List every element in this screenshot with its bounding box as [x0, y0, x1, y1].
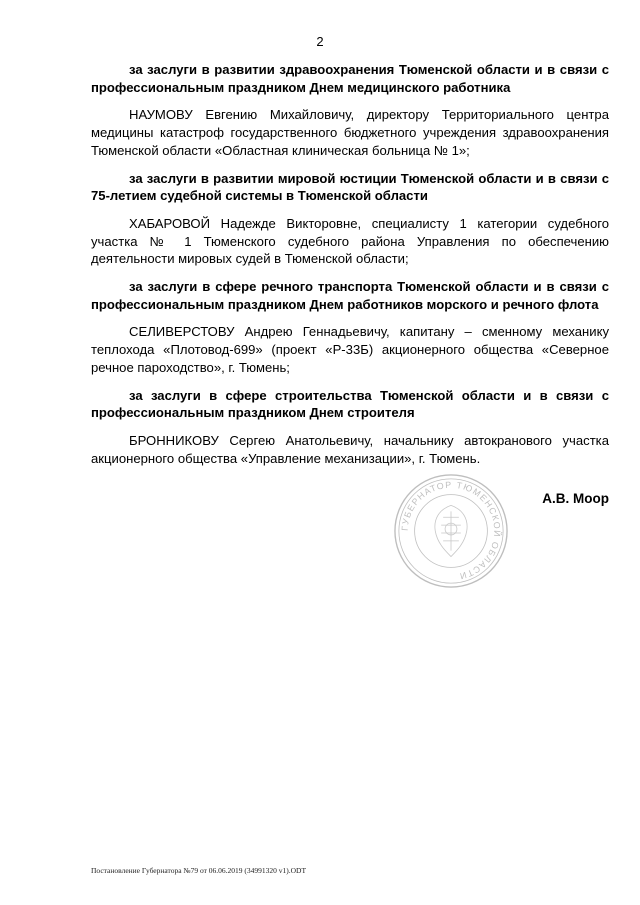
paragraph-spacer: [91, 160, 609, 170]
award-reason-justice: за заслуги в развитии мировой юстиции Тюменской области и в связи с 75-летием судебной системы в Тюменской области: [91, 170, 609, 204]
awardee-bronnikov: БРОННИКОВУ Сергею Анатольевичу, начальнику автокранового участка акционерного общества «Управление механизации», г. Тюмень.: [91, 432, 609, 466]
paragraph-spacer: [91, 377, 609, 387]
paragraph-spacer: [91, 96, 609, 106]
official-seal-icon: [392, 472, 510, 590]
awardee-seliverstov: СЕЛИВЕРСТОВУ Андрею Геннадьевичу, капитану – сменному механику теплохода «Плотовод-699» (проект «Р-33Б) акционерного общества «Северное речное пароходство», г. Тюмень;: [91, 324, 609, 375]
signatory-name: А.В. Моор: [542, 491, 609, 506]
document-footer: Постановление Губернатора №79 от 06.06.2019 (34991320 v1).ODT: [91, 866, 307, 875]
award-reason-river-transport: за заслуги в сфере речного транспорта Тюменской области и в связи с профессиональным праздником Днем работников морского и речного флота: [91, 279, 609, 312]
seal-emblem: [435, 505, 467, 556]
awardee-khabarova: ХАБАРОВОЙ Надежде Викторовне, специалисту 1 категории судебного участка № 1 Тюменского судебного района Управления по обеспечению деятельности мировых судей в Тюменской области;: [91, 215, 609, 267]
paragraph-spacer: [91, 205, 609, 215]
document-body: [91, 61, 609, 467]
award-reason-construction: за заслуги в сфере строительства Тюменской области и в связи с профессиональным праздником Днем строителя: [91, 387, 609, 421]
awardee-naumov: НАУМОВУ Евгению Михайловичу, директору Территориального центра медицины катастроф государственного бюджетного учреждения здравоохранения Тюменской области «Областная клиническая больница № 1»;: [91, 107, 609, 158]
paragraph-spacer: [91, 313, 609, 323]
paragraph-spacer: [91, 268, 609, 278]
paragraph-spacer: [91, 422, 609, 432]
page-number: 2: [316, 34, 324, 49]
award-reason-healthcare: за заслуги в развитии здравоохранения Тюменской области и в связи с профессиональным праздником Днем медицинского работника: [91, 62, 609, 95]
seal-ring-text-path: ГУБЕРНАТОР ТЮМЕНСКОЙ ОБЛАСТИ: [399, 479, 503, 582]
